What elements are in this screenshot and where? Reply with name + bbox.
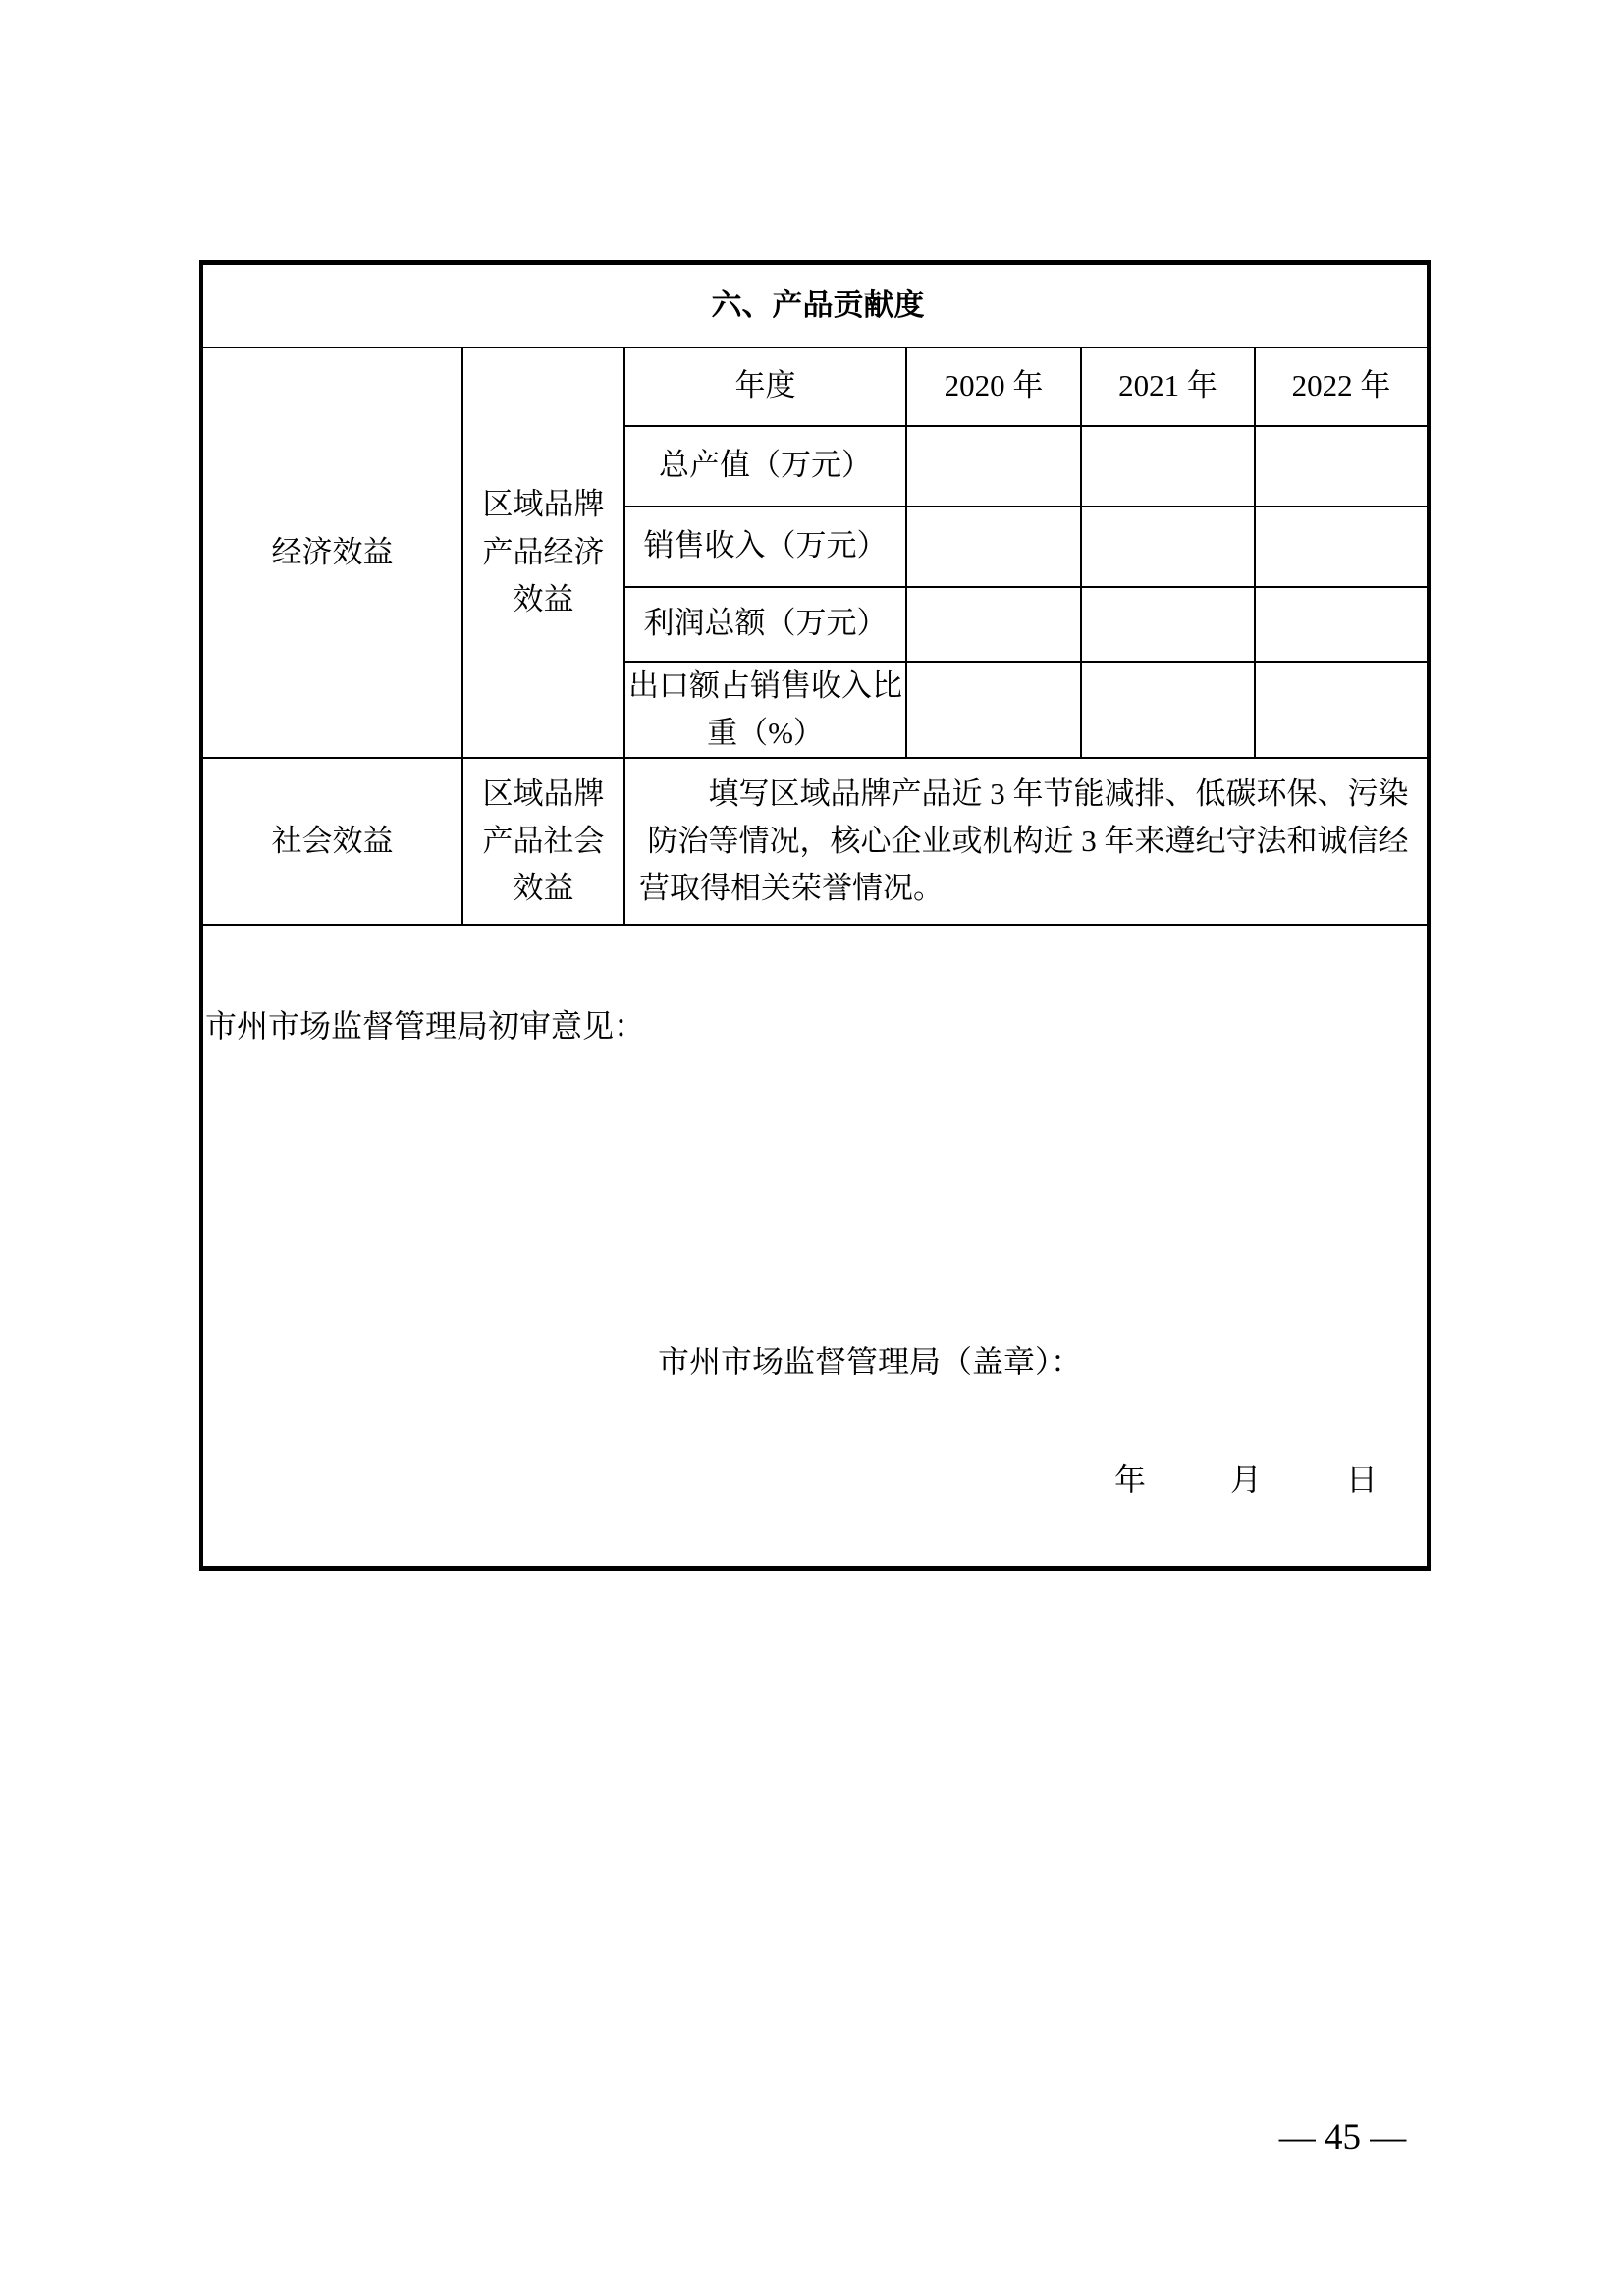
year-header-2022: 2022 年 [1255,347,1429,426]
value-cell [906,662,1081,758]
subcategory-cell-social: 区域品牌产品社会效益 [462,758,624,925]
table-title-row [201,263,1429,347]
value-cell [1081,426,1255,507]
subcategory-cell-economic: 区域品牌产品经济效益 [462,347,624,758]
year-header-label: 年度 [624,347,906,426]
value-cell [1255,507,1429,587]
category-cell-social: 社会效益 [201,758,462,925]
page-number: — 45 — [1278,2117,1407,2158]
value-cell [1255,587,1429,662]
review-date-line [1114,1456,1378,1505]
review-section [201,925,1429,1569]
year-header-2021: 2021 年 [1081,347,1255,426]
row-label-export-ratio: 出口额占销售收入比重（%） [624,662,906,758]
row-label-sales-revenue: 销售收入（万元） [624,507,906,587]
date-day-label: 日 [1346,1461,1379,1497]
row-label-total-output: 总产值（万元） [624,426,906,507]
row-label-total-profit: 利润总额（万元） [624,587,906,662]
value-cell [1255,662,1429,758]
value-cell [906,426,1081,507]
value-cell [1081,662,1255,758]
year-header-2020: 2020 年 [906,347,1081,426]
category-cell-economic: 经济效益 [201,347,462,758]
social-benefit-description: 填写区域品牌产品近 3 年节能减排、低碳环保、污染防治等情况，核心企业或机构近 3 年来遵纪守法和诚信经营取得相关荣誉情况。 [624,758,1429,925]
product-contribution-table [199,260,1431,1571]
year-header-row [201,347,1429,426]
social-benefit-row [201,758,1429,925]
review-opinion-label: 市州市场监督管理局初审意见： [205,1007,646,1043]
date-month-label: 月 [1230,1461,1263,1497]
value-cell [906,587,1081,662]
date-year-label: 年 [1114,1461,1147,1497]
value-cell [1081,507,1255,587]
value-cell [1255,426,1429,507]
review-seal-label: 市州市场监督管理局（盖章）： [658,1343,1083,1379]
value-cell [906,507,1081,587]
review-row [201,925,1429,1569]
value-cell [1081,587,1255,662]
section-title: 六、产品贡献度 [201,263,1429,347]
